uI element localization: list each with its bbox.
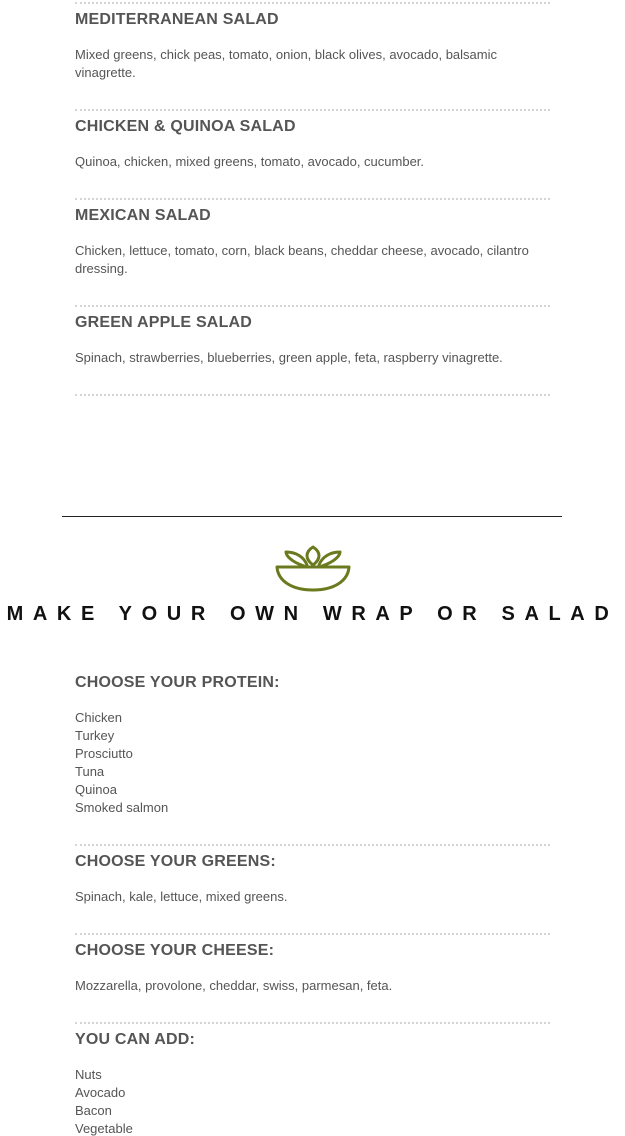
salad-bowl-icon [274, 545, 352, 593]
salad-title: GREEN APPLE SALAD [75, 314, 253, 331]
divider [75, 2, 550, 4]
protein-list [75, 709, 550, 817]
list-item: Vegetable [75, 1121, 133, 1136]
make-your-own-options [75, 673, 550, 1136]
section-heading: MAKE YOUR OWN WRAP OR SALAD [6, 603, 619, 625]
divider [75, 1022, 550, 1024]
list-item: Turkey [75, 728, 115, 743]
salad-description: Mixed greens, chick peas, tomato, onion, black olives, avocado, balsamic vinagrette. [75, 47, 497, 80]
option-title: CHOOSE YOUR CHEESE: [75, 942, 275, 959]
salad-title: MEDITERRANEAN SALAD [75, 11, 279, 28]
list-item: Quinoa [75, 782, 117, 797]
divider [75, 109, 550, 111]
salad-list [75, 0, 550, 400]
salad-description: Spinach, strawberries, blueberries, green apple, feta, raspberry vinagrette. [75, 350, 503, 365]
divider [75, 933, 550, 935]
list-item: Chicken [75, 710, 122, 725]
list-item: Prosciutto [75, 746, 133, 761]
salad-item-mediterranean [75, 10, 550, 82]
add-list [75, 1066, 550, 1136]
list-item: Tuna [75, 764, 105, 779]
salad-item-green-apple [75, 313, 550, 367]
salad-item-chicken-quinoa [75, 117, 550, 171]
option-cheese [75, 941, 550, 995]
list-item: Bacon [75, 1103, 112, 1118]
list-item: Avocado [75, 1085, 126, 1100]
list-item: Smoked salmon [75, 800, 169, 815]
salad-item-mexican [75, 206, 550, 278]
salad-title: MEXICAN SALAD [75, 207, 211, 224]
option-protein [75, 673, 550, 817]
option-greens [75, 852, 550, 906]
divider [75, 198, 550, 200]
option-title: YOU CAN ADD: [75, 1031, 196, 1048]
option-description: Spinach, kale, lettuce, mixed greens. [75, 889, 288, 904]
list-item: Nuts [75, 1067, 102, 1082]
salad-title: CHICKEN & QUINOA SALAD [75, 118, 296, 135]
option-description: Mozzarella, provolone, cheddar, swiss, parmesan, feta. [75, 978, 393, 993]
salad-description: Chicken, lettuce, tomato, corn, black beans, cheddar cheese, avocado, cilantro dressing. [75, 243, 529, 276]
salad-description: Quinoa, chicken, mixed greens, tomato, avocado, cucumber. [75, 154, 425, 169]
divider [75, 394, 550, 396]
option-add [75, 1030, 550, 1136]
section-divider [62, 516, 562, 517]
option-title: CHOOSE YOUR PROTEIN: [75, 674, 280, 691]
divider [75, 844, 550, 846]
divider [75, 305, 550, 307]
option-title: CHOOSE YOUR GREENS: [75, 853, 276, 870]
